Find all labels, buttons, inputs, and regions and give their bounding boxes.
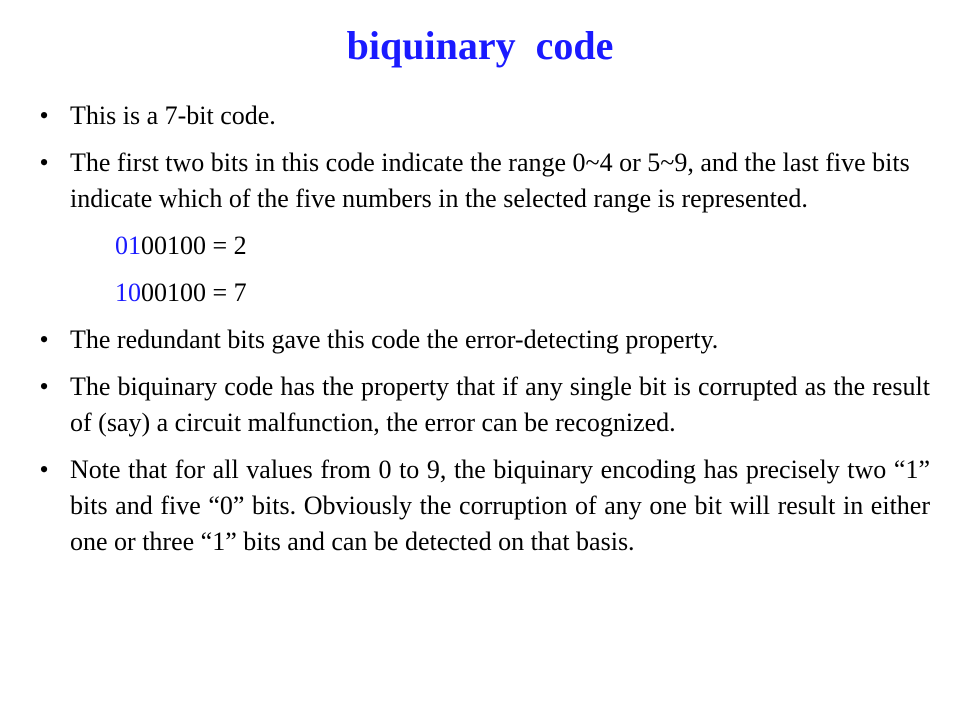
slide-title: biquinary code <box>346 23 614 68</box>
bullet-item <box>30 145 930 217</box>
bullet-text: This is a 7-bit code. <box>70 101 276 130</box>
bullet-item <box>30 369 930 441</box>
bullet-text: The first two bits in this code indicate the range 0~4 or 5~9, and the last five bits indicate which of the five numbers in the selected range is represented. <box>70 148 910 213</box>
example-range-bits: 10 <box>115 278 141 307</box>
bullet-icon: • <box>39 455 49 484</box>
bullet-item <box>30 322 930 358</box>
bullet-icon: • <box>39 325 49 354</box>
example-code <box>30 228 930 264</box>
bullet-icon: • <box>39 101 49 130</box>
bullet-text: Note that for all values from 0 to 9, the biquinary encoding has precisely two “1” bits and five “0” bits. Obviously the corruption of any one bit will result in either one or three “1” bits and can be detected on that basis. <box>70 455 930 556</box>
example-rest: 00100 = 7 <box>141 278 247 307</box>
bullet-text: The redundant bits gave this code the error-detecting property. <box>70 325 719 354</box>
example-rest: 00100 = 2 <box>141 231 247 260</box>
bullet-icon: • <box>39 148 49 177</box>
bullet-icon: • <box>39 372 49 401</box>
bullet-list <box>30 98 930 571</box>
example-code <box>30 275 930 311</box>
example-range-bits: 01 <box>115 231 141 260</box>
bullet-text: The biquinary code has the property that if any single bit is corrupted as the result of (say) a circuit malfunction, the error can be recognized. <box>70 372 930 437</box>
bullet-item <box>30 452 930 560</box>
bullet-item <box>30 98 930 134</box>
